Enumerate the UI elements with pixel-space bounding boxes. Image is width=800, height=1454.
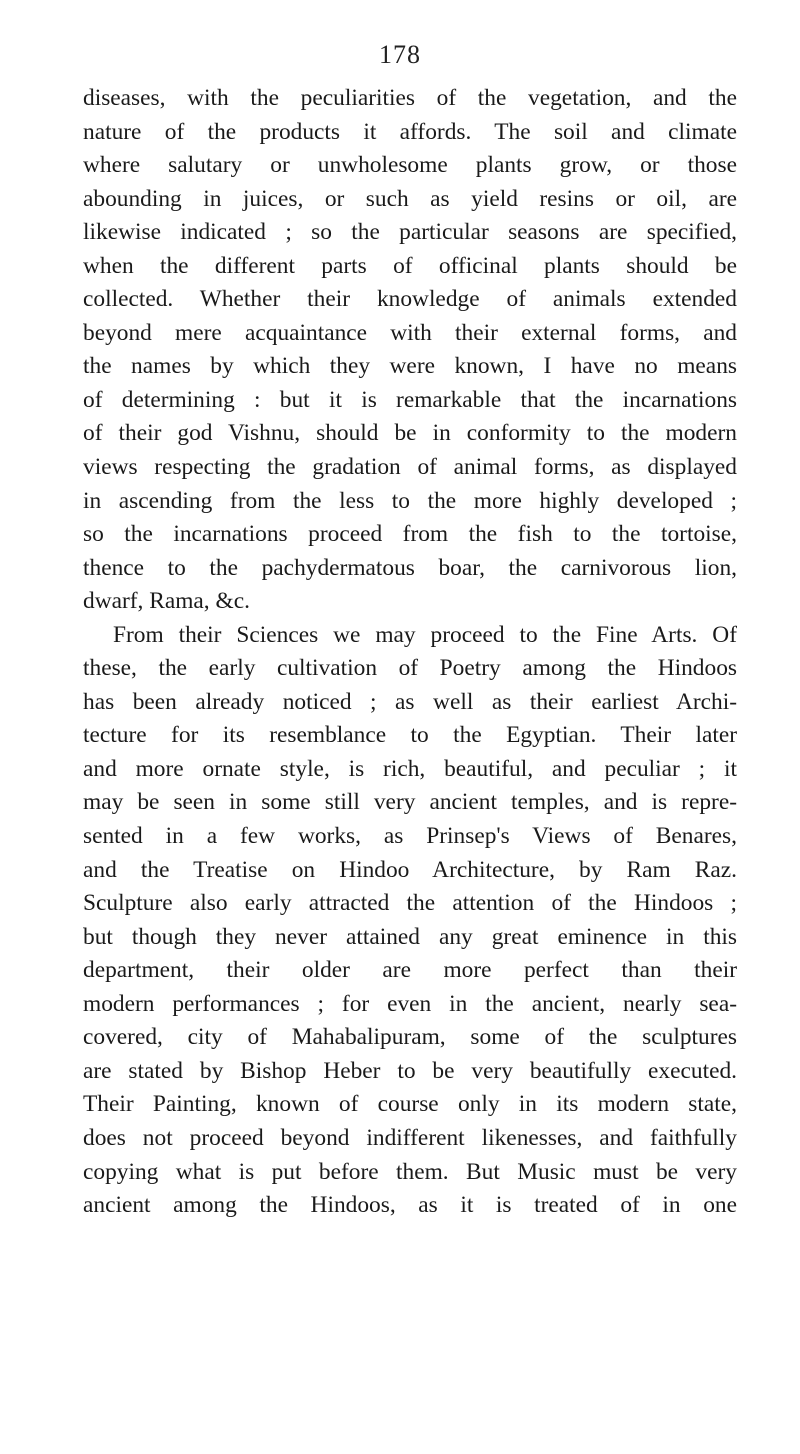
- text-line: Sculpture also early attracted the attention of the Hindoos ;: [83, 890, 737, 917]
- text-line: ancient among the Hindoos, as it is treated of in one: [83, 1192, 737, 1219]
- text-line: does not proceed beyond indifferent likenesses, and faithfully: [83, 1124, 737, 1151]
- text-line: these, the early cultivation of Poetry among the Hindoos: [83, 655, 737, 682]
- text-line: may be seen in some still very ancient temples, and is repre-: [83, 789, 737, 816]
- text-line: From their Sciences we may proceed to the Fine Arts. Of: [113, 621, 737, 648]
- text-line: copying what is put before them. But Music must be very: [83, 1158, 737, 1185]
- text-line: tecture for its resemblance to the Egyptian. Their later: [83, 722, 737, 749]
- text-line: department, their older are more perfect than their: [83, 957, 737, 984]
- text-line: collected. Whether their knowledge of animals extended: [83, 286, 737, 313]
- text-line: of determining : but it is remarkable that the incarnations: [83, 386, 737, 413]
- text-line: thence to the pachydermatous boar, the carnivorous lion,: [83, 554, 737, 581]
- text-line: Their Painting, known of course only in its modern state,: [83, 1091, 737, 1118]
- text-line: beyond mere acquaintance with their external forms, and: [83, 319, 737, 346]
- text-line: has been already noticed ; as well as their earliest Archi-: [83, 688, 737, 715]
- text-line: dwarf, Rama, &c.: [83, 588, 250, 615]
- text-line: covered, city of Mahabalipuram, some of the sculptures: [83, 1024, 737, 1051]
- text-line: nature of the products it affords. The soil and climate: [83, 118, 737, 145]
- page-number: 178: [379, 40, 421, 69]
- text-line: modern performances ; for even in the ancient, nearly sea-: [83, 990, 737, 1017]
- text-line: of their god Vishnu, should be in conformity to the modern: [83, 420, 737, 447]
- text-line: the names by which they were known, I have no means: [83, 353, 737, 380]
- text-line: but though they never attained any great eminence in this: [83, 923, 737, 950]
- text-line: so the incarnations proceed from the fish to the tortoise,: [83, 521, 737, 548]
- text-line: abounding in juices, or such as yield resins or oil, are: [83, 185, 737, 212]
- body-text: [83, 82, 737, 1223]
- text-line: diseases, with the peculiarities of the vegetation, and the: [83, 85, 737, 111]
- text-line: when the different parts of officinal plants should be: [83, 252, 737, 279]
- text-line: likewise indicated ; so the particular seasons are specified,: [83, 219, 737, 246]
- text-line: views respecting the gradation of animal forms, as displayed: [83, 454, 737, 481]
- text-line: are stated by Bishop Heber to be very beautifully executed.: [83, 1057, 737, 1084]
- text-line: and the Treatise on Hindoo Architecture, by Ram Raz.: [83, 856, 737, 883]
- text-line: in ascending from the less to the more highly developed ;: [83, 487, 737, 514]
- text-line: sented in a few works, as Prinsep's Views of Benares,: [83, 823, 737, 850]
- text-line: where salutary or unwholesome plants grow, or those: [83, 152, 737, 179]
- text-line: and more ornate style, is rich, beautiful, and peculiar ; it: [83, 755, 737, 782]
